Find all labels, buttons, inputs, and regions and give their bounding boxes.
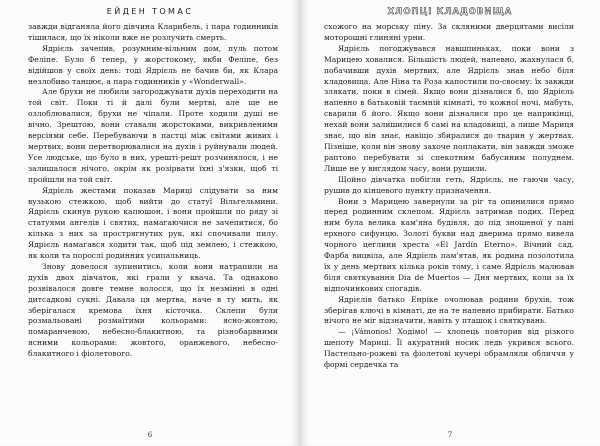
paragraph: Щойно дівчатка побігли геть, Ядрієль, не гаючи часу, рушив до кінцевого пункту призначення. xyxy=(324,174,574,195)
paragraph: завжди відганяла його дівчина Кларибель, і пара годинників тішилася, що їх ніколи вже не розлучить смерть. xyxy=(28,22,278,42)
left-running-head: ЕЙДЕН ТОМАС xyxy=(106,7,194,16)
paragraph: схожого на морську піну. За скляними дверцятами висіли моторошні глиняні урни. xyxy=(324,22,574,42)
left-body-text xyxy=(28,22,278,424)
paragraph: Знову довелося зупинитись, коли вони натрапили на духів двох дівчаток, які грали у квача. Та однаково розвівалося довге темне волосся, що їх незмінні в одні дитсадкові сукні. Давала ця мертва, наче в ту мить, як зберігалася кремова їхня кісточка. Склепи були розмальовані розмаїтими кольорами: ясно-жовтою, помаранчевою, небесно-блакитною, та різнобарвними ясними кольорами: жовтого, оранжевого, небесно-блакитного і фіолетового. xyxy=(28,261,278,359)
paragraph: Але брухи не любили загороджувати духів переходити на той світ. Поки ті й далі були мертві, але ще не озлоблювалися, брухи не чіпали. Проте ходили душі не вічно. Зрештою, вони ставали жорстокими, викривленими версіями себе. Перебуваючи в пастці між світами живих і мертвих, вони перетворювалися на духів і руйнували людей. Усе людське, що було в них, урешті-решт розчинялося, і не залишалося нічого, окрім як розірвати їхні з'язки, щоб ті пройшли на той світ. xyxy=(28,87,278,184)
paragraph: Ядрієль зачепив, розумним-вільним дом, пуль потом Феліпе. Було б тепер, у жорстокому, якби Феліпе, без відійшов у своїх день: тоді Ядрієль не бачив би, як Клара незлобиво танцює, а пара годинників у «Wonderwall». xyxy=(28,43,278,86)
right-body-text xyxy=(324,22,574,424)
paragraph: Ядрієль погоджувався навшпиньках, поки вони з Марицею ховалися. Більшість людей, напевно, жахнулася б, побачивши духів мертвих, але Ядрієль знав небо біля кладовища. Але Ніна та Роза капостили по-своєму: їх завжди злякати, поки в сімей. Якщо вони дізналися б, що Ядрієль напевно в батьковій таємній кімнаті, то кожної ночі, мабуть, сварили б його. Якщо вони дізналися про це наприкінці, нехай вони залишилися б самі на кладовищі, а лише Мариця знає, що він знає, навіщо збиралися до тварин у жертвах. Пізніше, коли він знову захоче поплакати, він завжди зможе раптово перебувати зі спекотним бабусиним полуднем. Лише не у виглядом часу, вони рушили. xyxy=(324,43,574,173)
right-page-number: 7 xyxy=(447,431,453,439)
right-running-head: ХЛОПЦІ КЛАДОВИЩА xyxy=(387,7,513,17)
left-page-number: 6 xyxy=(147,431,153,439)
paragraph: Ядрієлів батько Енріке очолював родини брухів, тож зберігав ключі в кімнаті, де на те напевно прибирати. Батько нічого не міг відзначити, навіть у пташок і святкувань. xyxy=(324,294,574,326)
paragraph: — ¡Vámonos! Ходімо! — хлопець повторив від різкого шепоту Мариці. Її акуратний носик ледь укрився всього. Пастельно-рожеві та фіолетові кучері обрамляли обличчя у формі сердечка та xyxy=(324,327,574,370)
paragraph: Вони з Марицею завернули за ріг та опинилися прямо перед родинним склепом. Ядрієль затримав подих. Перед ним була велика кам'яна будівля, до під зношеної у пані ерхного сифунцю. Золоті букви над дверима прямо вивела чорного цеглини хреста «El Jardín Eterno». Вічний сад. Фарба вицвіла, але Ядрієль пам'ятав, як родина позолотила їх у день мертвих кілька років тому, і саме Ядрієль малював біля святкування Dia de Muertos — Дня мертвих, коли за їх відпочинкових спогадів. xyxy=(324,196,574,293)
paragraph: Ядрієль жестами показав Мариці слідувати за ним вузькою стежкою, щоб вийти до статуї Вільгельмини. Ядрієль скинув рукою капюшон, і вони пройшли по ряду зі статуями ангелів і святих, намагаючися не зачепитися, бо кілька з них за прострягнутих рук, які спочивали пилу. Ядрієль намагався ходити так, щоб під землею, і стежкою, як коли та порослі родинних усипальниць. xyxy=(28,185,278,261)
right-page xyxy=(300,0,600,446)
